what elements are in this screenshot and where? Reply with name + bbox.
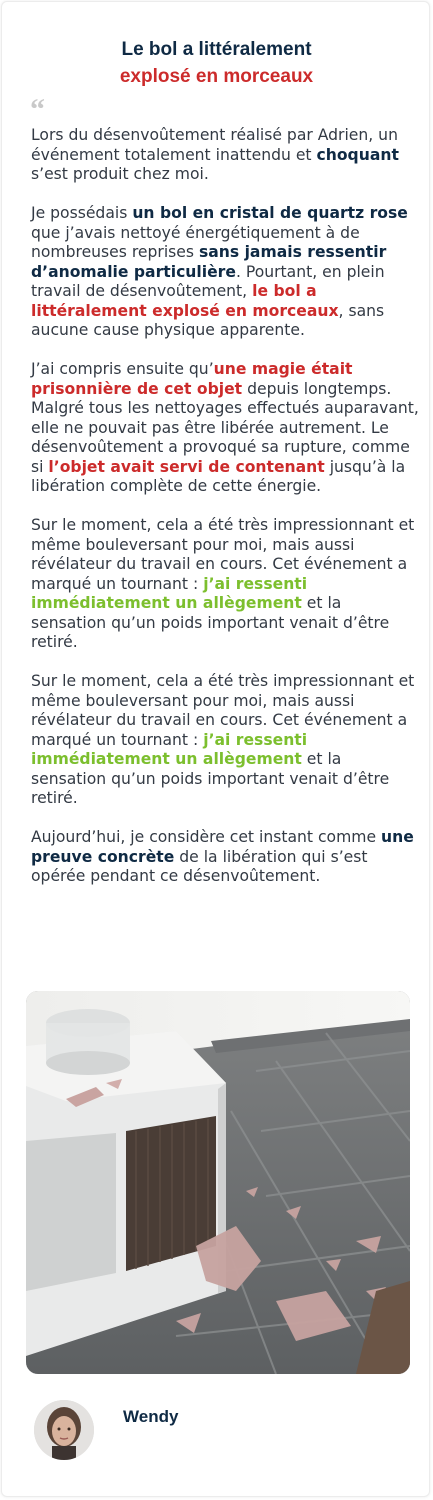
- highlighted-text: l’objet avait servi de contenant: [48, 457, 325, 476]
- paragraph-text: J’ai compris ensuite qu’: [31, 360, 214, 378]
- paragraph-text: Lors du désenvoûtement réalisé par Adrien, un événement totalement inattendu et: [31, 126, 398, 164]
- paragraph-text: Sur le moment, cela a été très impressionnant et même bouleversant pour moi, mais aussi révélateur du travail en cours. Cet événement a marqué un tournant :: [31, 672, 415, 749]
- title-line-1: Le bol a littéralement: [121, 39, 312, 60]
- testimonial-card: [1, 1, 430, 1497]
- paragraph-text: depuis longtemps. Malgré tous les nettoyages effectués auparavant, elle ne pouvait pas être libérée autrement. Le désenvoûtement a provoqué sa rupture, comme si: [31, 379, 419, 476]
- broken-bowl-photo: [26, 991, 410, 1374]
- paragraph-text: Aujourd’hui, je considère cet instant comme: [31, 828, 382, 846]
- quote-icon: “: [30, 93, 45, 126]
- testimonial-paragraph: [31, 360, 421, 497]
- testimonial-title: [2, 36, 431, 90]
- testimonial-paragraph: [31, 828, 421, 887]
- paragraph-text: et la sensation qu’un poids important venait d’être retiré.: [31, 594, 390, 651]
- highlighted-text: le bol a littéralement explosé en morceaux: [31, 282, 339, 320]
- paragraph-text: s’est produit chez moi.: [31, 165, 209, 183]
- paragraph-text: Je possédais: [31, 204, 133, 222]
- highlighted-text: choquant: [316, 145, 399, 164]
- testimonial-paragraph: [31, 126, 421, 185]
- paragraph-text: . Pourtant, en plein travail de désenvoûtement,: [31, 262, 385, 300]
- paragraph-text: de la libération qui s’est opérée pendant ce désenvoûtement.: [31, 847, 368, 885]
- testimonial-paragraph: [31, 672, 421, 809]
- title-line-2: explosé en morceaux: [119, 66, 314, 87]
- highlighted-text: une preuve concrète: [31, 828, 414, 866]
- author-name: Wendy: [123, 1407, 179, 1426]
- paragraph-text: jusqu’à la libération complète de cette énergie.: [31, 457, 406, 495]
- paragraph-text: , sans aucune cause physique apparente.: [31, 301, 385, 339]
- author-avatar: [34, 1400, 94, 1460]
- highlighted-text: sans jamais ressentir d’anomalie particulière: [31, 243, 387, 281]
- highlighted-text: une magie était prisonnière de cet objet: [31, 360, 353, 398]
- paragraph-text: que j’avais nettoyé énergétiquement à de nombreuses reprises: [31, 223, 360, 261]
- paragraph-text: Sur le moment, cela a été très impressionnant et même bouleversant pour moi, mais aussi révélateur du travail en cours. Cet événement a marqué un tournant :: [31, 516, 415, 593]
- highlighted-text: j’ai ressenti immédiatement un allègement: [31, 574, 308, 612]
- testimonial-body: [31, 126, 421, 906]
- testimonial-paragraph: [31, 516, 421, 653]
- paragraph-text: et la sensation qu’un poids important venait d’être retiré.: [31, 750, 390, 807]
- testimonial-paragraph: [31, 204, 421, 341]
- highlighted-text: un bol en cristal de quartz rose: [132, 204, 408, 222]
- highlighted-text: j’ai ressenti immédiatement un allègement: [31, 730, 308, 768]
